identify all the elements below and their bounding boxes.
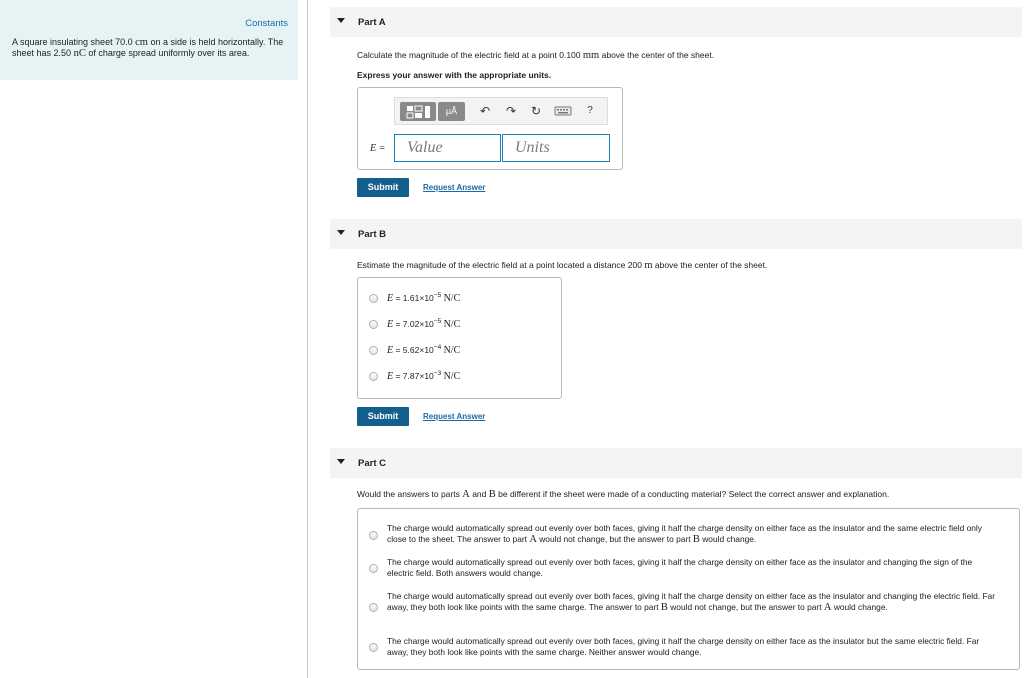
choice-text: The charge would automatically spread out evenly over both faces, giving it half the charge density on either face as the insulator and the same electric field only close to the sheet. The answer to part xyxy=(387,523,982,544)
radio-button[interactable] xyxy=(369,320,378,329)
part-a-question-text-2: above the center of the sheet. xyxy=(601,50,715,60)
choice-item[interactable] xyxy=(387,591,999,613)
templates-icon xyxy=(400,102,436,121)
choice-value: = 7.02×10 xyxy=(395,318,434,329)
choice-item[interactable] xyxy=(387,292,460,304)
problem-unit-cm: cm xyxy=(135,37,148,48)
choice-value: = 1.61×10 xyxy=(395,292,434,303)
choice-var: E xyxy=(387,318,394,330)
choice-item[interactable] xyxy=(387,370,460,382)
part-b-choices xyxy=(357,277,562,399)
part-ref-a: A xyxy=(462,489,470,500)
part-c-title: Part C xyxy=(358,458,386,469)
choice-unit: N/C xyxy=(443,318,461,330)
part-a-header[interactable] xyxy=(330,7,1022,37)
part-b-title: Part B xyxy=(358,229,386,240)
redo-icon[interactable]: ↷ xyxy=(505,104,517,118)
part-c-question-text-2: be different if the sheet were made of a conducting material? Select the correct answer and explanation. xyxy=(498,489,890,499)
problem-text-2: on a side is held horizontally. The sheet has 2.50 xyxy=(12,37,284,58)
choice-text: would not change, but the answer to part xyxy=(670,601,822,612)
choice-exponent: −5 xyxy=(433,318,442,325)
choice-unit: N/C xyxy=(443,344,461,356)
units-button[interactable]: μÅ xyxy=(438,102,465,121)
choice-var: E xyxy=(387,292,394,304)
choice-value: = 5.62×10 xyxy=(395,344,434,355)
choice-exponent: −3 xyxy=(433,370,442,377)
choice-text: The charge would automatically spread out evenly over both faces, giving it half the charge density on either face as the insulator but the same electric field. Far away, they both look like points with the same charge. Neither answer would change. xyxy=(387,636,980,657)
constants-panel xyxy=(0,0,298,80)
choice-text: The charge would automatically spread out evenly over both faces, giving it half the charge density on either face as the insulator and changing the electric field. Far away, they both look like points with the same charge. The answer to part xyxy=(387,591,996,612)
choice-item[interactable] xyxy=(387,318,460,330)
part-c-question xyxy=(357,489,889,500)
part-b-question xyxy=(357,260,767,271)
choice-item[interactable] xyxy=(387,523,999,545)
radio-button[interactable] xyxy=(369,603,378,612)
choice-item[interactable] xyxy=(387,344,460,356)
radio-button[interactable] xyxy=(369,346,378,355)
part-b-header[interactable] xyxy=(330,219,1022,249)
choice-exponent: −4 xyxy=(433,344,442,351)
part-c-question-and: and xyxy=(472,489,487,499)
problem-statement xyxy=(12,37,292,59)
radio-button[interactable] xyxy=(369,372,378,381)
choice-text: would not change, but the answer to part xyxy=(539,533,691,544)
problem-text-1: A square insulating sheet 70.0 xyxy=(12,37,133,47)
math-toolbar xyxy=(394,97,608,125)
value-input[interactable]: Value xyxy=(394,134,501,162)
choice-text: The charge would automatically spread out evenly over both faces, giving it half the charge density on either face as the insulator and changing the sign of the electric field. Both answers would change. xyxy=(387,557,973,578)
part-b-question-text-2: above the center of the sheet. xyxy=(654,260,768,270)
part-ref: B xyxy=(692,533,700,545)
collapse-triangle-icon[interactable] xyxy=(337,18,345,23)
part-b-question-unit: m xyxy=(644,260,653,271)
collapse-triangle-icon[interactable] xyxy=(337,459,345,464)
choice-value: = 7.87×10 xyxy=(395,370,434,381)
part-b-submit-button[interactable]: Submit xyxy=(357,407,409,426)
choice-unit: N/C xyxy=(443,370,461,382)
part-ref-b: B xyxy=(488,489,496,500)
choice-unit: N/C xyxy=(443,292,461,304)
choice-exponent: −5 xyxy=(433,292,442,299)
choice-var: E xyxy=(387,344,394,356)
templates-button[interactable] xyxy=(400,102,436,121)
problem-unit-nc: nC xyxy=(73,48,86,59)
problem-text-3: of charge spread uniformly over its area. xyxy=(88,48,250,58)
radio-button[interactable] xyxy=(369,531,378,540)
radio-button[interactable] xyxy=(369,643,378,652)
part-b-question-text: Estimate the magnitude of the electric field at a point located a distance 200 xyxy=(357,260,642,270)
part-c-header[interactable] xyxy=(330,448,1022,478)
part-a-question-text: Calculate the magnitude of the electric field at a point 0.100 xyxy=(357,50,581,60)
answer-box xyxy=(357,87,623,170)
reset-icon[interactable]: ↻ xyxy=(530,104,542,118)
part-a-request-answer-link[interactable]: Request Answer xyxy=(423,183,486,192)
choice-item[interactable] xyxy=(387,557,999,578)
part-ref: A xyxy=(823,601,832,613)
choice-text: would change. xyxy=(702,533,757,544)
part-a-question xyxy=(357,50,714,61)
part-b-request-answer-link[interactable]: Request Answer xyxy=(423,412,486,421)
radio-button[interactable] xyxy=(369,564,378,573)
units-input[interactable]: Units xyxy=(502,134,610,162)
choice-item[interactable] xyxy=(387,636,999,657)
undo-icon[interactable]: ↶ xyxy=(479,104,491,118)
choice-var: E xyxy=(387,370,394,382)
part-a-title: Part A xyxy=(358,17,386,28)
part-ref: A xyxy=(529,533,537,545)
column-divider xyxy=(307,0,308,678)
part-ref: B xyxy=(660,601,668,613)
help-icon[interactable]: ? xyxy=(587,105,593,116)
part-a-question-unit: mm xyxy=(582,50,600,61)
part-c-choices xyxy=(357,508,1020,670)
keyboard-icon[interactable] xyxy=(554,103,572,119)
part-c-question-text: Would the answers to parts xyxy=(357,489,460,499)
part-a-instruction: Express your answer with the appropriate units. xyxy=(357,70,552,80)
keyboard-icon-glyph xyxy=(554,103,572,119)
choice-text: would change. xyxy=(833,601,888,612)
constants-link[interactable]: Constants xyxy=(245,18,288,29)
part-a-submit-button[interactable]: Submit xyxy=(357,178,409,197)
variable-label: E = xyxy=(370,143,386,154)
collapse-triangle-icon[interactable] xyxy=(337,230,345,235)
radio-button[interactable] xyxy=(369,294,378,303)
